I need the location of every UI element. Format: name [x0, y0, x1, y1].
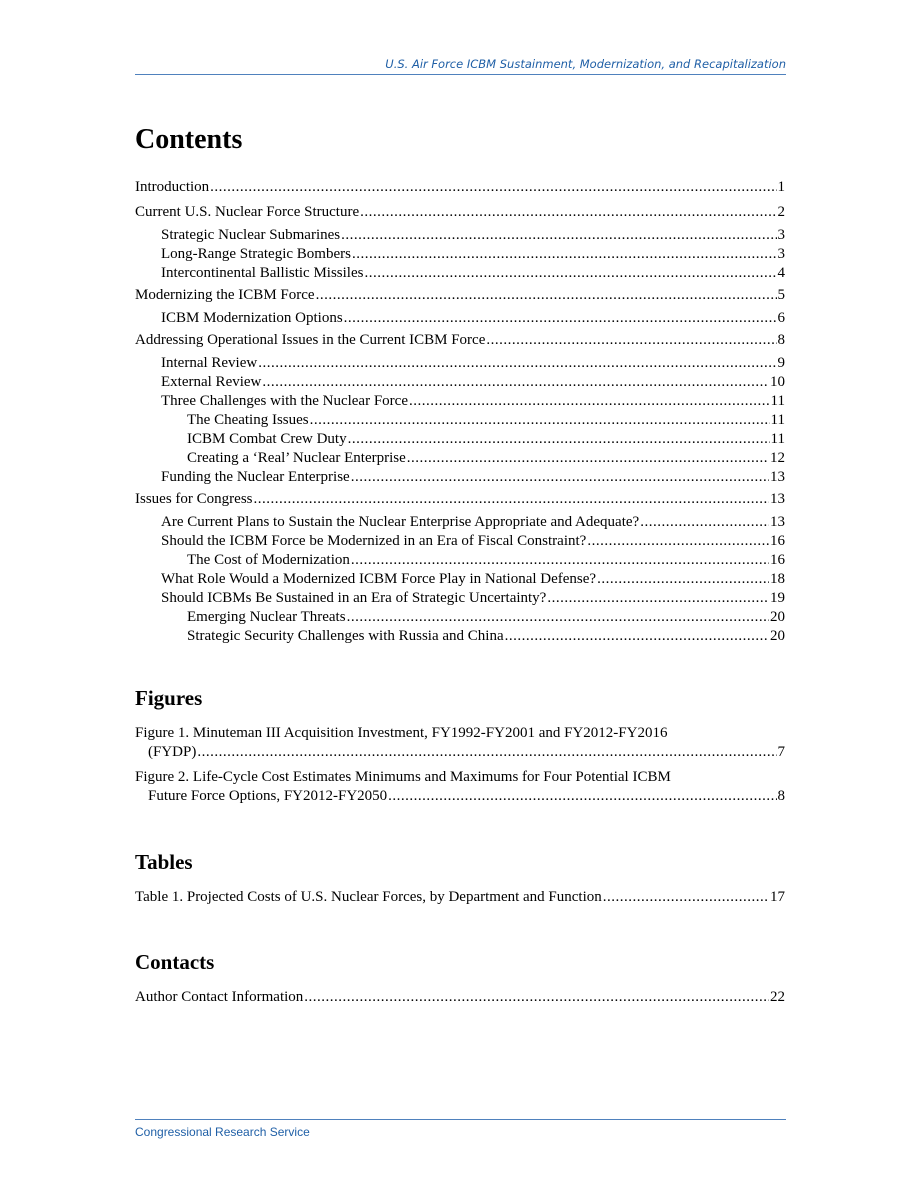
toc-entry-funding-nuclear-enterprise[interactable] [135, 468, 785, 487]
figure-entry-title-cont: Future Force Options, FY2012-FY2050 [148, 788, 388, 804]
toc-entry-text: ICBM Combat Crew Duty [187, 431, 347, 447]
toc-entry-cheating-issues[interactable] [135, 411, 785, 430]
figure-entry-1[interactable] [135, 724, 785, 762]
toc-entry-text: Should ICBMs Be Sustained in an Era of Strategic Uncertainty? [161, 590, 547, 606]
toc-entry-text: Addressing Operational Issues in the Current ICBM Force [135, 332, 486, 348]
toc-entry-icbms[interactable] [135, 264, 785, 283]
toc-entry-text: Three Challenges with the Nuclear Force [161, 393, 408, 409]
contacts-heading: Contacts [135, 950, 215, 974]
toc-entry-page: 6 [777, 310, 785, 326]
contact-entry-text: Author Contact Information [135, 989, 304, 1005]
toc-entry-strategic-nuclear-submarines[interactable] [135, 226, 785, 245]
toc-entry-page: 2 [777, 204, 785, 220]
toc-entry-page: 16 [770, 552, 785, 568]
toc-entry-internal-review[interactable] [135, 354, 785, 373]
toc-entry-text: Emerging Nuclear Threats [187, 609, 346, 625]
toc-entry-three-challenges[interactable] [135, 392, 785, 411]
figure-entry-page: 7 [777, 744, 785, 760]
contact-entry-author[interactable] [135, 988, 785, 1007]
page-footer [135, 1119, 786, 1141]
toc-entry-text: Long-Range Strategic Bombers [161, 246, 351, 262]
footer-organization: Congressional Research Service [135, 1125, 310, 1139]
table-entry-page: 17 [770, 889, 785, 905]
figure-entry-title-line: Figure 2. Life-Cycle Cost Estimates Minimums and Maximums for Four Potential ICBM [135, 769, 671, 785]
toc-entry-text: Strategic Nuclear Submarines [161, 227, 341, 243]
toc-entry-text: External Review [161, 374, 262, 390]
toc-entry-text: The Cheating Issues [187, 412, 309, 428]
toc-entry-text: Strategic Security Challenges with Russia and China [187, 628, 504, 644]
toc-entry-page: 13 [770, 491, 785, 507]
toc-entry-text: ICBM Modernization Options [161, 310, 343, 326]
toc-entry-issues-for-congress[interactable] [135, 490, 785, 509]
contact-entry-page: 22 [770, 989, 785, 1005]
toc-entry-icbm-modernization-options[interactable] [135, 309, 785, 328]
table-entry-1[interactable] [135, 888, 785, 907]
toc-entry-page: 3 [777, 246, 785, 262]
table-entry-text: Table 1. Projected Costs of U.S. Nuclear Forces, by Department and Function [135, 889, 602, 905]
toc-entry-page: 19 [770, 590, 785, 606]
toc-entry-text: Modernizing the ICBM Force [135, 287, 315, 303]
toc-entry-page: 8 [777, 332, 785, 348]
toc-entry-modernizing-icbm-force[interactable] [135, 286, 785, 305]
toc-entry-page: 12 [770, 450, 785, 466]
toc-entry-text: Are Current Plans to Sustain the Nuclear Enterprise Appropriate and Adequate? [161, 514, 640, 530]
toc-entry-page: 20 [770, 628, 785, 644]
toc-entry-text: Internal Review [161, 355, 258, 371]
toc-entry-page: 16 [770, 533, 785, 549]
toc-entry-icbm-combat-crew-duty[interactable] [135, 430, 785, 449]
figure-entry-title-cont: (FYDP) [148, 744, 197, 760]
toc-entry-current-plans[interactable] [135, 513, 785, 532]
tables-heading: Tables [135, 850, 193, 874]
toc-entry-page: 11 [770, 393, 785, 409]
toc-entry-current-force-structure[interactable] [135, 203, 785, 222]
toc-entry-text: Intercontinental Ballistic Missiles [161, 265, 364, 281]
toc-entry-fiscal-constraint[interactable] [135, 532, 785, 551]
toc-entry-text: What Role Would a Modernized ICBM Force Play in National Defense? [161, 571, 597, 587]
toc-entry-text: The Cost of Modernization [187, 552, 350, 568]
toc-entry-page: 11 [770, 412, 785, 428]
toc-entry-page: 3 [777, 227, 785, 243]
figure-entry-title-line: Figure 1. Minuteman III Acquisition Investment, FY1992-FY2001 and FY2012-FY2016 [135, 725, 668, 741]
figure-entry-2[interactable] [135, 768, 785, 806]
toc-entry-page: 10 [770, 374, 785, 390]
toc-entry-page: 1 [777, 179, 785, 195]
toc-entry-page: 11 [770, 431, 785, 447]
toc-entry-page: 18 [770, 571, 785, 587]
toc-entry-text: Creating a ‘Real’ Nuclear Enterprise [187, 450, 406, 466]
toc-entry-text: Introduction [135, 179, 210, 195]
toc-entry-page: 13 [770, 469, 785, 485]
toc-entry-page: 13 [770, 514, 785, 530]
toc-entry-page: 5 [777, 287, 785, 303]
toc-entry-text: Current U.S. Nuclear Force Structure [135, 204, 360, 220]
figure-entry-page: 8 [777, 788, 785, 804]
toc-entry-text: Funding the Nuclear Enterprise [161, 469, 350, 485]
toc-entry-long-range-bombers[interactable] [135, 245, 785, 264]
toc-entry-page: 20 [770, 609, 785, 625]
toc-entry-addressing-operational-issues[interactable] [135, 331, 785, 350]
toc-entry-cost-of-modernization[interactable] [135, 551, 785, 570]
toc-entry-external-review[interactable] [135, 373, 785, 392]
toc-entry-real-nuclear-enterprise[interactable] [135, 449, 785, 468]
toc-entry-role-in-national-defense[interactable] [135, 570, 785, 589]
toc-entry-russia-and-china[interactable] [135, 627, 785, 646]
toc-entry-text: Issues for Congress [135, 491, 253, 507]
figures-heading: Figures [135, 686, 203, 710]
toc-entry-strategic-uncertainty[interactable] [135, 589, 785, 608]
contents-heading: Contents [135, 124, 243, 155]
toc-entry-page: 9 [777, 355, 785, 371]
toc-entry-introduction[interactable] [135, 178, 785, 197]
running-header [135, 55, 786, 75]
toc-entry-text: Should the ICBM Force be Modernized in an Era of Fiscal Constraint? [161, 533, 587, 549]
toc-entry-page: 4 [777, 265, 785, 281]
running-title: U.S. Air Force ICBM Sustainment, Modernization, and Recapitalization [385, 57, 786, 71]
toc-entry-emerging-nuclear-threats[interactable] [135, 608, 785, 627]
